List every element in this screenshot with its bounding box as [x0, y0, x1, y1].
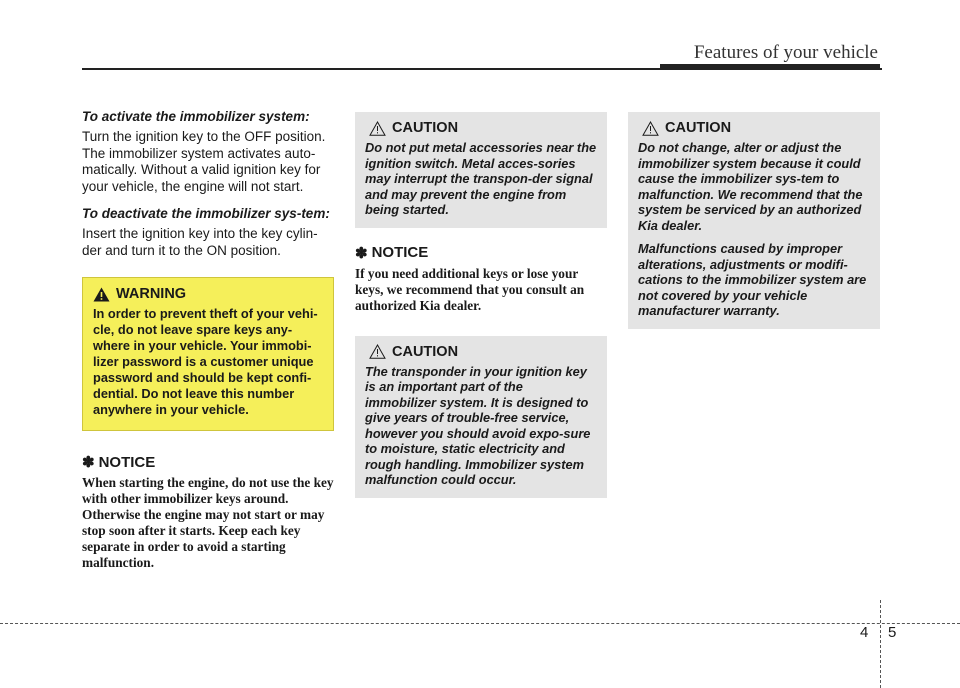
- caution-triangle-icon: [369, 344, 386, 359]
- notice-heading-2: NOTICE: [371, 244, 429, 261]
- caution-box-2: [355, 336, 607, 498]
- caution-heading-3: CAUTION: [665, 120, 732, 136]
- warning-triangle-icon: [93, 287, 110, 302]
- notice-star-icon: ✽: [82, 454, 95, 471]
- caution-text-1: Do not put metal accessories near the ignition switch. Metal acces-sories may interrupt the transpon-der signal and may prevent the engine from being started.: [365, 140, 597, 217]
- warning-text: In order to prevent theft of your vehi-cle, do not leave spare keys any-where in your vehicle. Your immobi-lizer password is a customer unique password and should be kept confi-dential. Do not leave this number anywhere in your vehicle.: [93, 306, 318, 417]
- caution-heading-row-2: [369, 344, 597, 360]
- warning-box: [82, 277, 334, 431]
- caution-text-3a: Do not change, alter or adjust the immobilizer system because it could cause the immobilizer sys-tem to malfunction. We recommend that the system be serviced by an authorized Kia dealer.: [638, 140, 863, 233]
- column-right: [628, 108, 880, 329]
- caution-text-3b: Malfunctions caused by improper alterations, adjustments or modifi-cations to the immobilizer system are not covered by your vehicle manufacturer warranty.: [638, 241, 867, 318]
- section-title: Features of your vehicle: [693, 42, 878, 63]
- page-number: 5: [888, 624, 897, 641]
- warning-heading-row: [93, 286, 323, 302]
- caution-heading-1: CAUTION: [392, 120, 459, 136]
- chapter-number: 4: [860, 624, 869, 641]
- caution-triangle-icon: [642, 121, 659, 136]
- caution-box-1: [355, 112, 607, 228]
- notice-text: When starting the engine, do not use the key with other immobilizer keys around. Otherwise the engine may not start or may stop soon after it starts. Keep each key separate in order to avoid a starting malfunction.: [82, 475, 334, 570]
- caution-text-2: The transponder in your ignition key is an important part of the immobilizer system. It is designed to give years of trouble-free service, however you should avoid expo-sure to moisture, static electricity and rough handling. Immobilizer system malfunction could occur.: [365, 363, 591, 487]
- activate-text: Turn the ignition key to the OFF position. The immobilizer system activates auto-matically. Without a valid ignition key for your vehicle, the engine will not start.: [82, 129, 326, 194]
- caution-box-3: [628, 112, 880, 329]
- deactivate-heading: To deactivate the immobilizer sys-tem:: [82, 206, 330, 221]
- notice-heading-row-2: [355, 244, 607, 262]
- caution-heading-2: CAUTION: [392, 343, 459, 360]
- caution-heading-row-3: [642, 120, 870, 136]
- activate-heading: To activate the immobilizer system:: [82, 109, 310, 124]
- column-left: [82, 108, 334, 571]
- notice-heading-row: [82, 453, 334, 471]
- footer-divider: [880, 600, 881, 688]
- notice-star-icon: ✽: [355, 244, 368, 262]
- footer-rule: [0, 623, 960, 624]
- notice-heading: NOTICE: [98, 453, 156, 471]
- caution-triangle-icon: [369, 121, 386, 136]
- deactivate-text: Insert the ignition key into the key cylin-der and turn it to the ON position.: [82, 226, 318, 258]
- caution-heading-row-1: [369, 120, 597, 136]
- notice-text-2: If you need additional keys or lose your keys, we recommend that you consult an authorized Kia dealer.: [355, 265, 585, 313]
- warning-heading: WARNING: [116, 286, 187, 302]
- header-rule: [82, 68, 882, 70]
- column-middle: [355, 108, 607, 498]
